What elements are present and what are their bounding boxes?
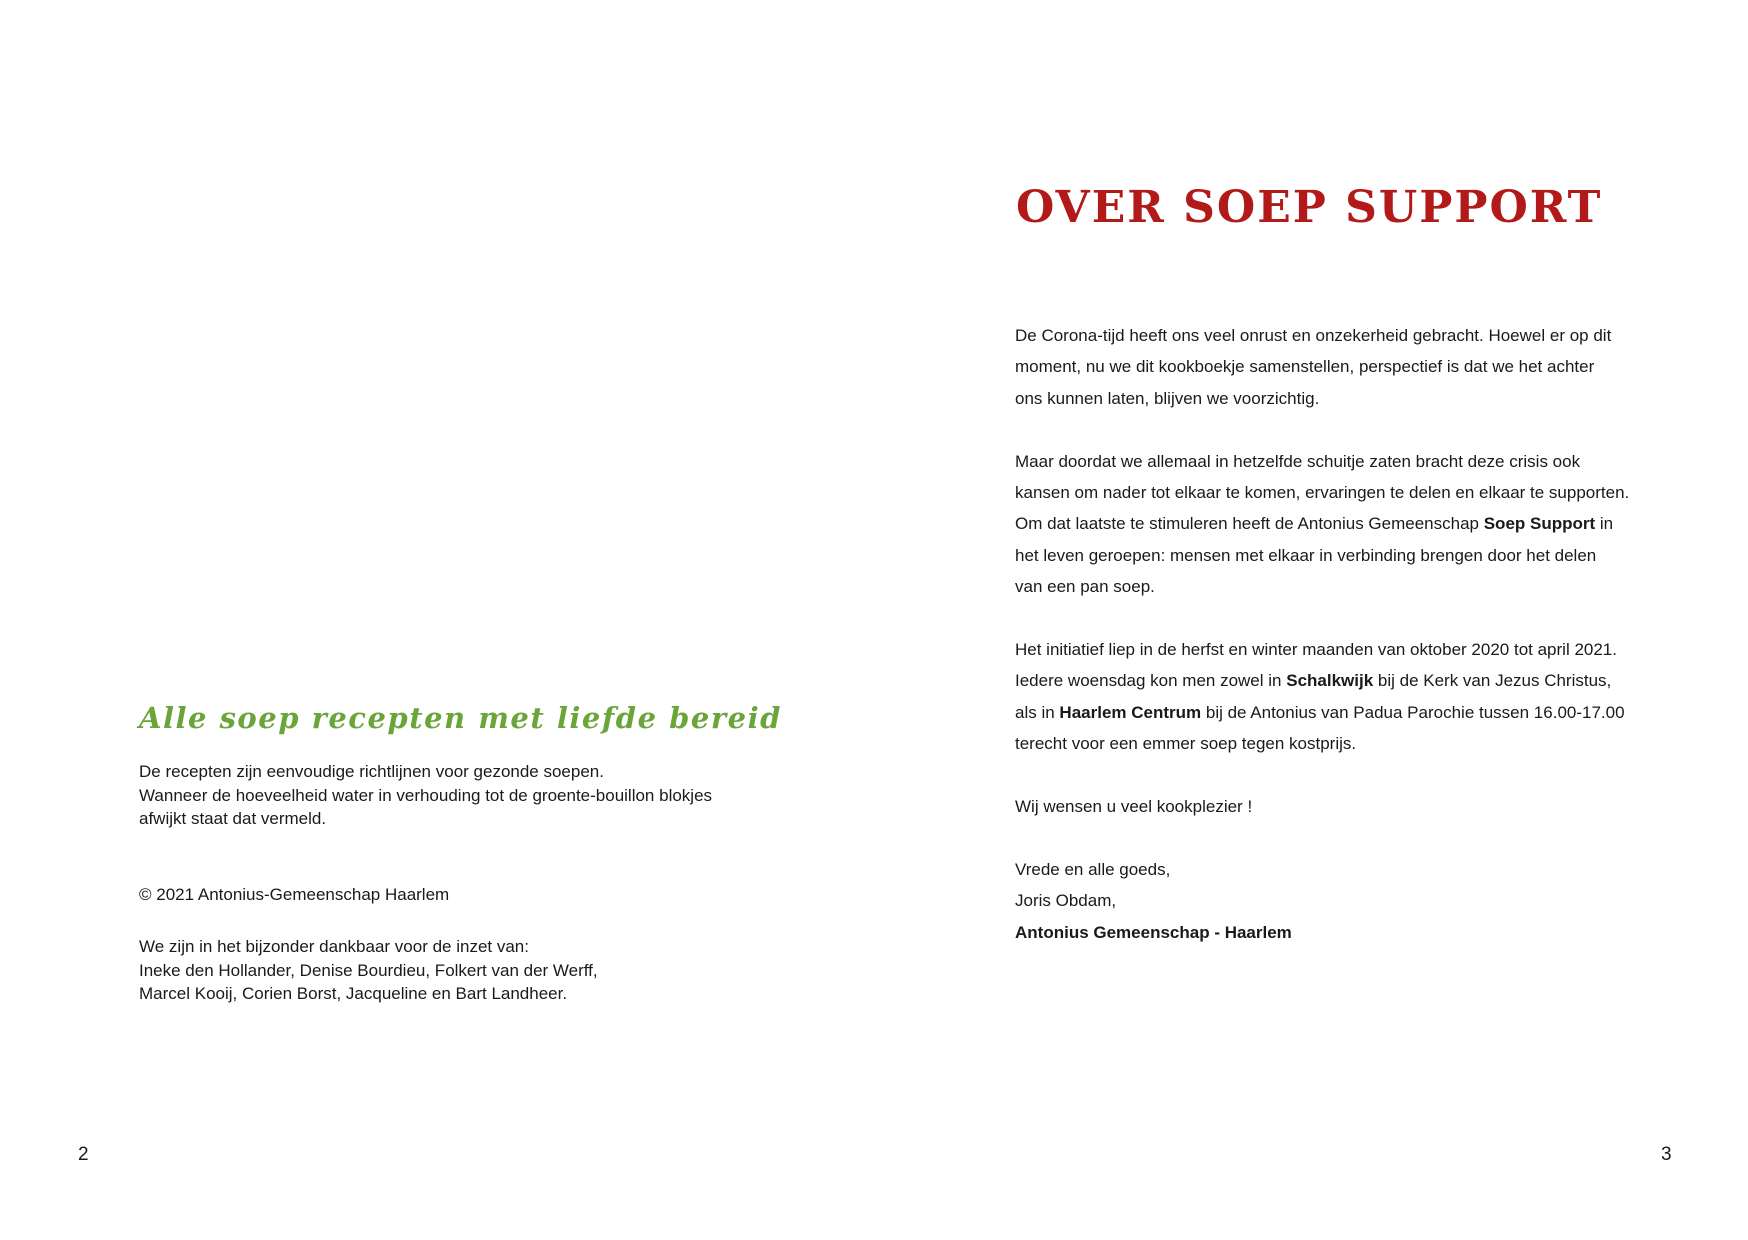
text-segment: bij de Kerk van Jezus Christus, <box>1373 671 1612 691</box>
text-segment: als in <box>1015 702 1060 722</box>
text-line: Het initiatief liep in de herfst en winter maanden van oktober 2020 tot april 2021. <box>1015 640 1617 660</box>
acknowledgement-line: Ineke den Hollander, Denise Bourdieu, Folkert van der Werff, <box>139 960 598 980</box>
text-line: moment, nu we dit kookboekje samenstellen, perspectief is dat we het achter <box>1015 357 1595 377</box>
text-line <box>1015 508 1635 539</box>
text-line: ons kunnen laten, blijven we voorzichtig. <box>1015 388 1320 408</box>
organization-name: Antonius Gemeenschap - Haarlem <box>1015 922 1292 942</box>
recipes-heading: Alle soep recepten met liefde bereid <box>139 701 782 735</box>
intro-line: De recepten zijn eenvoudige richtlijnen voor gezonde soepen. <box>139 762 604 781</box>
paragraph-wish <box>1015 791 1635 822</box>
signature-block <box>1015 854 1635 948</box>
text-segment: bij de Antonius van Padua Parochie tussen 16.00-17.00 <box>1201 702 1625 722</box>
text-line: terecht voor een emmer soep tegen kostprijs. <box>1015 734 1357 754</box>
text-line <box>1015 697 1635 728</box>
acknowledgements <box>139 935 779 1006</box>
soep-support-name: Soep Support <box>1483 514 1596 534</box>
paragraph-schedule <box>1015 634 1635 760</box>
intro-line: afwijkt staat dat vermeld. <box>139 809 327 828</box>
article-body <box>1015 320 1635 948</box>
page-title: OVER SOEP SUPPORT <box>1016 182 1603 233</box>
text-line: van een pan soep. <box>1015 577 1155 597</box>
left-content-block <box>139 698 782 1006</box>
closing-line: Vrede en alle goeds, <box>1015 859 1171 879</box>
recipes-intro <box>139 760 779 831</box>
page-number-left: 2 <box>78 1144 89 1165</box>
copyright-notice: © 2021 Antonius-Gemeenschap Haarlem <box>139 884 450 904</box>
location-schalkwijk: Schalkwijk <box>1286 671 1374 691</box>
paragraph-corona <box>1015 320 1635 414</box>
text-line: kansen om nader tot elkaar te komen, ervaringen te delen en elkaar te supporten. <box>1015 483 1630 503</box>
text-segment: in <box>1595 514 1614 534</box>
acknowledgement-line: Marcel Kooij, Corien Borst, Jacqueline en Bart Landheer. <box>139 984 568 1003</box>
text-segment: Iedere woensdag kon men zowel in <box>1015 671 1287 691</box>
text-line: Maar doordat we allemaal in hetzelfde schuitje zaten bracht deze crisis ook <box>1015 451 1581 471</box>
text-line: Wij wensen u veel kookplezier ! <box>1015 797 1253 817</box>
text-segment: Om dat laatste te stimuleren heeft de Antonius Gemeenschap <box>1015 514 1484 534</box>
intro-line: Wanneer de hoeveelheid water in verhouding tot de groente-bouillon blokjes <box>139 785 713 805</box>
signer-name: Joris Obdam, <box>1015 891 1117 911</box>
paragraph-initiative <box>1015 446 1635 603</box>
acknowledgement-line: We zijn in het bijzonder dankbaar voor de inzet van: <box>139 937 529 956</box>
location-haarlem-centrum: Haarlem Centrum <box>1059 702 1202 722</box>
page-number-right: 3 <box>1661 1144 1672 1165</box>
text-line <box>1015 665 1635 696</box>
text-line: het leven geroepen: mensen met elkaar in verbinding brengen door het delen <box>1015 545 1597 565</box>
text-line: De Corona-tijd heeft ons veel onrust en onzekerheid gebracht. Hoewel er op dit <box>1015 326 1612 345</box>
